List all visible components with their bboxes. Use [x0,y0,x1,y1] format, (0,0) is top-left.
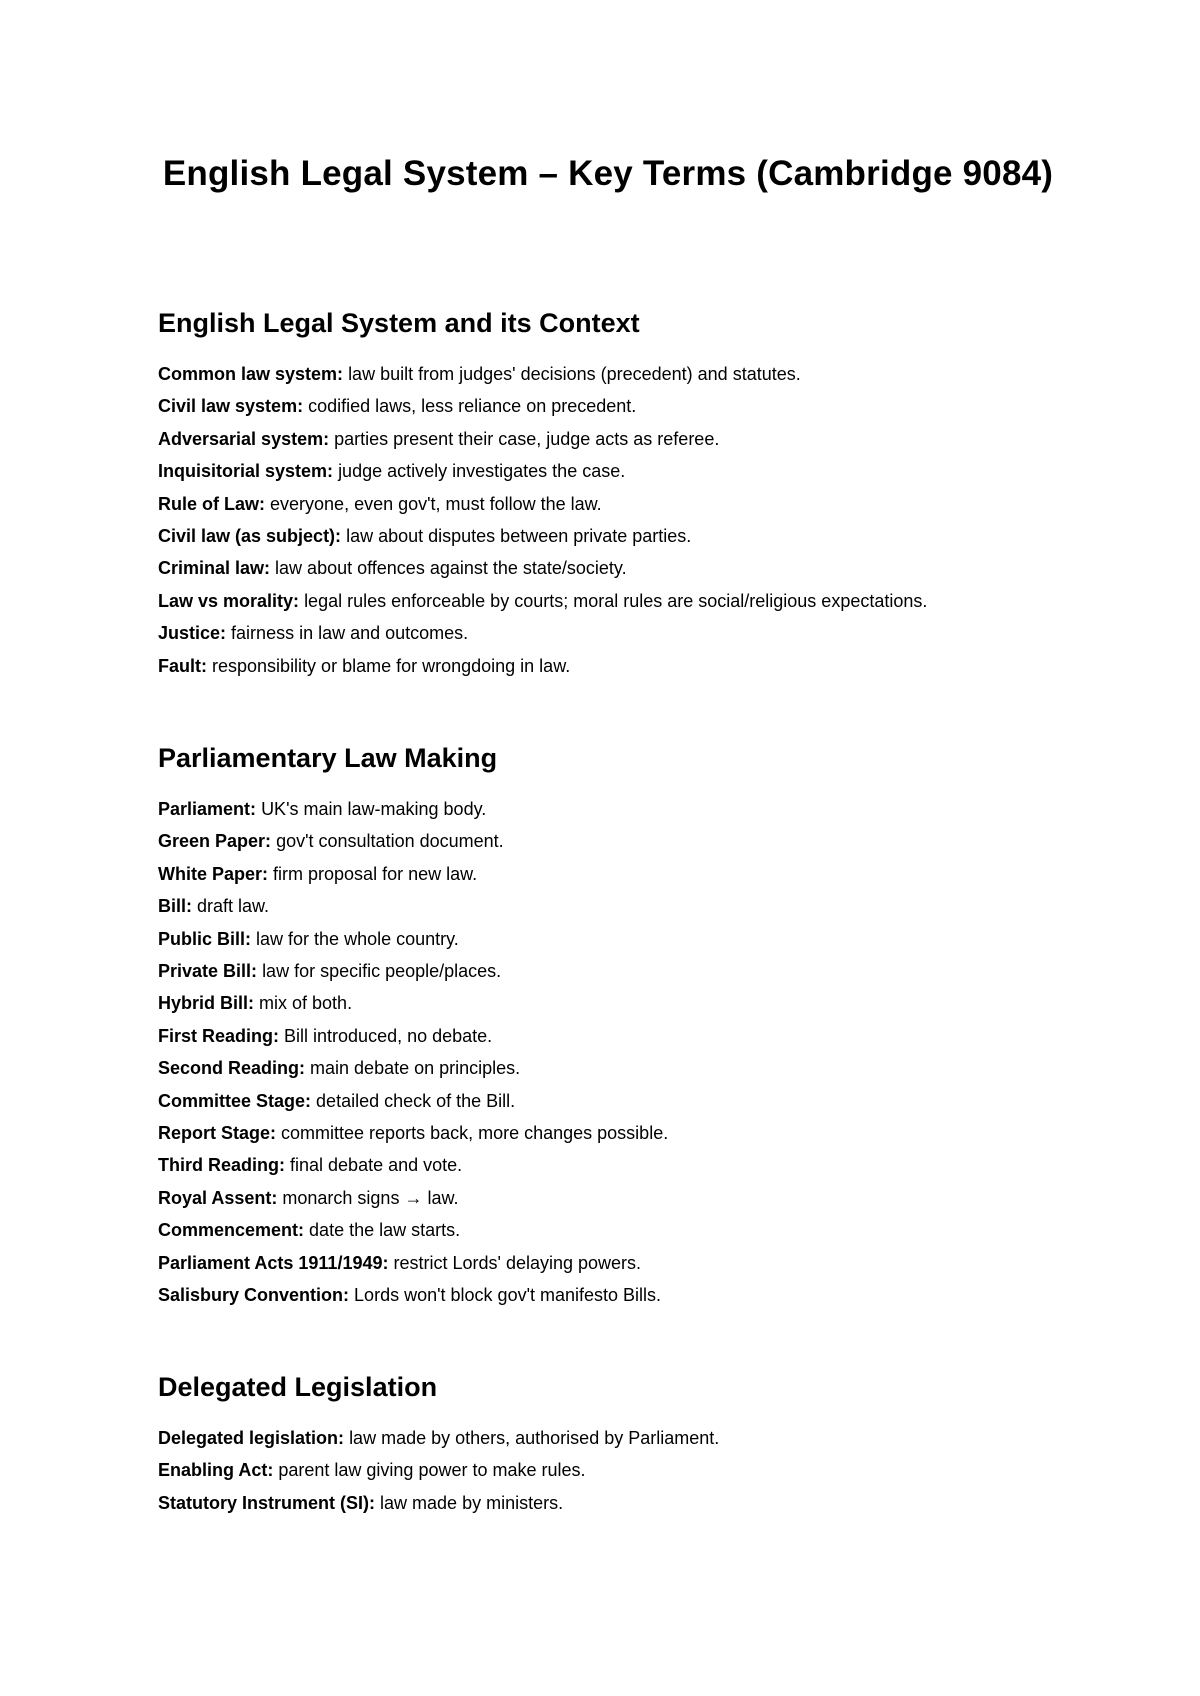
term-name: Royal Assent: [158,1187,278,1208]
term-entry [158,1279,1058,1311]
section-delegated-legislation [158,1370,1058,1519]
term-definition: restrict Lords' delaying powers. [393,1252,642,1273]
term-entry [158,455,1058,487]
term-name: Report Stage: [158,1123,277,1144]
term-definition: Bill introduced, no debate. [284,1025,493,1046]
term-entry [158,488,1058,520]
term-entry [158,552,1058,584]
term-definition: law made by others, authorised by Parliament. [349,1428,720,1448]
term-entry [158,617,1058,649]
term-name: Parliament: [158,799,257,819]
term-name: Public Bill: [158,928,252,949]
term-definition: detailed check of the Bill. [316,1090,516,1111]
section-heading: Delegated Legislation [158,1372,438,1402]
term-name: First Reading: [158,1025,280,1046]
term-definition: parent law giving power to make rules. [278,1460,586,1481]
term-definition: law made by ministers. [380,1492,564,1513]
term-name: Adversarial system: [158,428,330,449]
term-entry [158,825,1058,857]
term-definition: main debate on principles. [310,1058,521,1079]
term-definition: everyone, even gov't, must follow the law. [270,493,602,514]
term-definition: firm proposal for new law. [273,863,478,884]
term-entry [158,955,1058,987]
document-title: English Legal System – Key Terms (Cambridge 9084) [162,154,1054,193]
term-entry [158,1052,1058,1084]
term-entry [158,390,1058,422]
term-name: Fault: [158,655,207,676]
term-definition: draft law. [197,896,270,917]
term-name: Criminal law: [158,558,271,579]
term-entry [158,923,1058,955]
term-definition: fairness in law and outcomes. [231,623,469,644]
term-entry [158,423,1058,455]
term-name: Third Reading: [158,1155,285,1176]
term-entry [158,1247,1058,1279]
term-definition: parties present their case, judge acts as referee. [334,428,720,449]
term-entry [158,650,1058,682]
term-name: Civil law system: [158,396,304,417]
term-definition: law for specific people/places. [262,961,502,982]
term-name: Inquisitorial system: [158,461,334,482]
term-entry [158,1085,1058,1117]
term-definition: judge actively investigates the case. [338,461,626,482]
term-entry [158,1487,1058,1519]
term-name: Enabling Act: [158,1460,274,1481]
term-definition: final debate and vote. [290,1155,463,1176]
term-entry [158,520,1058,552]
term-entry [158,1422,1058,1454]
term-name: Committee Stage: [158,1090,312,1111]
term-entry [158,793,1058,825]
term-definition: mix of both. [259,993,353,1014]
term-name: Civil law (as subject): [158,526,342,547]
term-name: Common law system: [158,364,344,384]
term-name: Commencement: [158,1220,305,1241]
term-entry [158,1182,1058,1214]
term-definition: legal rules enforceable by courts; moral rules are social/religious expectations. [304,590,928,611]
term-list [158,358,1058,682]
term-entry [158,858,1058,890]
term-definition: codified laws, less reliance on precedent. [308,396,637,417]
term-name: Statutory Instrument (SI): [158,1492,376,1513]
term-name: Delegated legislation: [158,1428,345,1448]
term-entry [158,987,1058,1019]
term-entry [158,1117,1058,1149]
term-entry [158,1149,1058,1181]
term-definition: law built from judges' decisions (precedent) and statutes. [348,364,801,384]
term-definition: UK's main law-making body. [261,799,487,819]
term-name: Parliament Acts 1911/1949: [158,1252,389,1273]
term-definition: responsibility or blame for wrongdoing in law. [212,655,571,676]
term-entry [158,1454,1058,1486]
term-list [158,1422,1058,1519]
section-context [158,306,1058,682]
term-entry [158,358,1058,390]
term-definition: monarch signs → law. [282,1187,459,1208]
term-name: Hybrid Bill: [158,993,255,1014]
term-entry [158,890,1058,922]
term-definition: Lords won't block gov't manifesto Bills. [354,1285,662,1306]
term-name: Justice: [158,623,227,644]
term-definition: law about disputes between private parties. [346,526,692,547]
term-definition: law for the whole country. [256,928,459,949]
term-name: White Paper: [158,863,269,884]
term-entry [158,1214,1058,1246]
term-name: Green Paper: [158,831,272,852]
term-name: Second Reading: [158,1058,306,1079]
term-definition: committee reports back, more changes possible. [281,1123,669,1144]
term-name: Bill: [158,896,192,917]
term-entry [158,585,1058,617]
term-name: Private Bill: [158,961,258,982]
section-parliamentary-law-making [158,741,1058,1312]
term-name: Rule of Law: [158,493,265,514]
term-list [158,793,1058,1312]
section-heading: English Legal System and its Context [158,308,640,338]
section-heading: Parliamentary Law Making [158,743,498,773]
term-definition: date the law starts. [309,1220,461,1241]
term-definition: gov't consultation document. [276,831,504,852]
term-name: Salisbury Convention: [158,1285,350,1306]
term-entry [158,1020,1058,1052]
term-name: Law vs morality: [158,590,300,611]
term-definition: law about offences against the state/society. [275,558,627,579]
